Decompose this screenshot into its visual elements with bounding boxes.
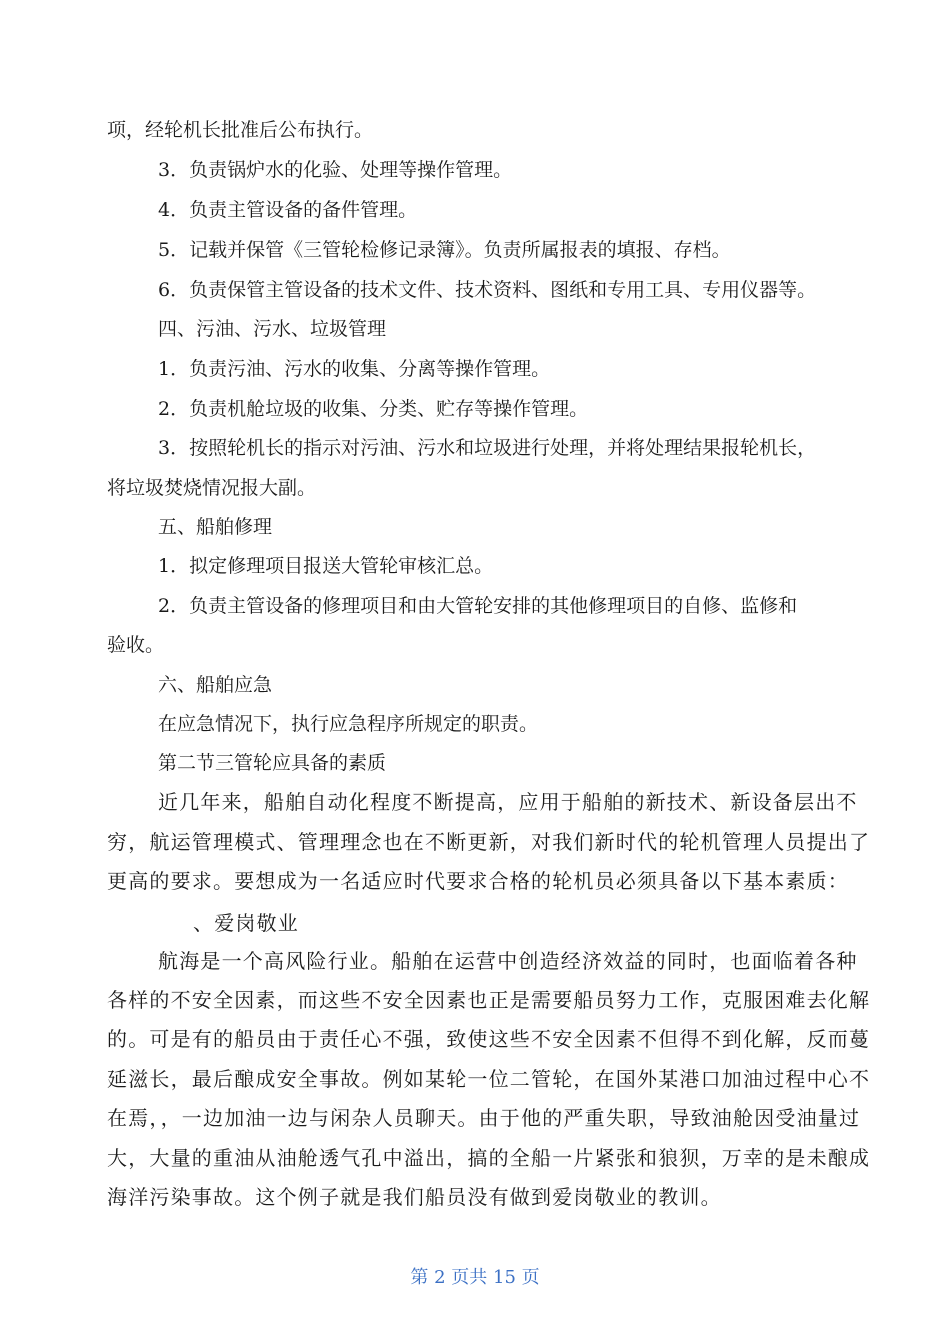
paragraph-line: 近几年来，船舶自动化程度不断提高，应用于船舶的新技术、新设备层出不 xyxy=(158,790,858,814)
paragraph-line: 穷，航运管理模式、管理理念也在不断更新，对我们新时代的轮机管理人员提出了 xyxy=(107,830,871,854)
subsection-heading: 、爱岗敬业 xyxy=(193,911,299,935)
paragraph-line: 大，大量的重油从油舱透气孔中溢出，搞的全船一片紧张和狼狈，万幸的是未酿成 xyxy=(107,1146,871,1170)
paragraph-line: 的。可是有的船员由于责任心不强，致使这些不安全因素不但得不到化解，反而蔓 xyxy=(107,1027,871,1051)
paragraph-line: 更高的要求。要想成为一名适应时代要求合格的轮机员必须具备以下基本素质： xyxy=(107,869,849,893)
list-item: 1．负责污油、污水的收集、分离等操作管理。 xyxy=(158,358,551,380)
list-item: 3．按照轮机长的指示对污油、污水和垃圾进行处理，并将处理结果报轮机长， xyxy=(158,437,817,459)
paragraph-line: 在应急情况下，执行应急程序所规定的职责。 xyxy=(158,713,539,735)
list-item: 3．负责锅炉水的化验、处理等操作管理。 xyxy=(158,159,513,181)
paragraph-line: 在焉，，一边加油一边与闲杂人员聊天。由于他的严重失职，导致油舱因受油量过 xyxy=(107,1106,861,1130)
page-number-footer: 第 2 页共 15 页 xyxy=(410,1267,540,1288)
paragraph-line: 海洋污染事故。这个例子就是我们船员没有做到爱岗敬业的教训。 xyxy=(107,1185,722,1209)
section-title: 第二节三管轮应具备的素质 xyxy=(158,752,387,774)
section-heading: 四、污油、污水、垃圾管理 xyxy=(158,318,387,340)
list-item: 5．记载并保管《三管轮检修记录簿》。负责所属报表的填报、存档。 xyxy=(158,239,731,261)
list-item: 2．负责机舱垃圾的收集、分类、贮存等操作管理。 xyxy=(158,398,589,420)
paragraph-line: 项，经轮机长批准后公布执行。 xyxy=(107,119,374,141)
paragraph-line: 航海是一个高风险行业。船舶在运营中创造经济效益的同时，也面临着各种 xyxy=(158,949,858,973)
list-item: 4．负责主管设备的备件管理。 xyxy=(158,199,418,221)
list-item: 1．拟定修理项目报送大管轮审核汇总。 xyxy=(158,555,494,577)
section-heading: 五、船舶修理 xyxy=(158,516,273,538)
paragraph-line: 验收。 xyxy=(107,634,165,656)
list-item: 2．负责主管设备的修理项目和由大管轮安排的其他修理项目的自修、监修和 xyxy=(158,595,798,617)
list-item: 6．负责保管主管设备的技术文件、技术资料、图纸和专用工具、专用仪器等。 xyxy=(158,279,817,301)
paragraph-line: 各样的不安全因素，而这些不安全因素也正是需要船员努力工作，克服困难去化解 xyxy=(107,988,871,1012)
paragraph-line: 延滋长，最后酿成安全事故。例如某轮一位二管轮，在国外某港口加油过程中心不 xyxy=(107,1067,871,1091)
section-heading: 六、船舶应急 xyxy=(158,674,273,696)
paragraph-line: 将垃圾焚烧情况报大副。 xyxy=(107,477,317,499)
